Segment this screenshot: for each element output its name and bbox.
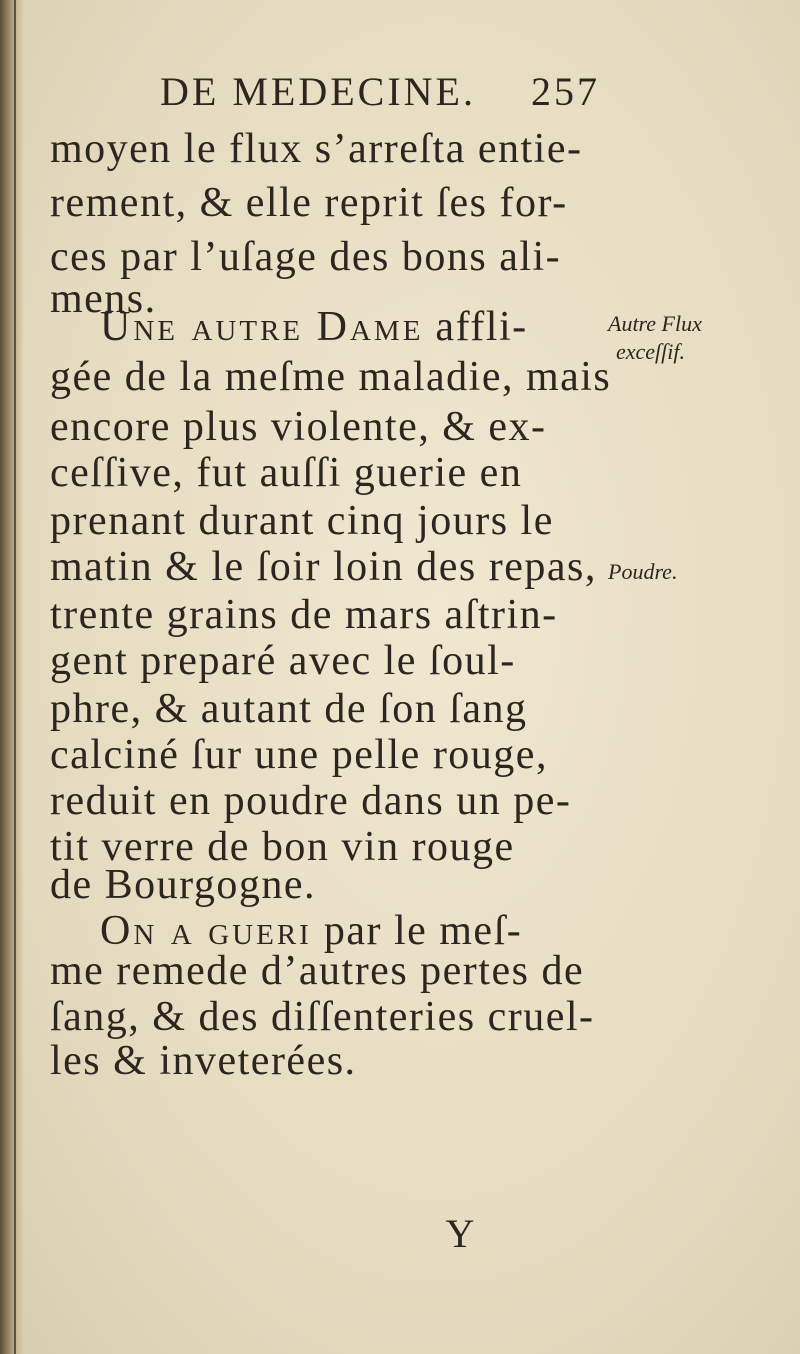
text-line	[100, 300, 610, 354]
paragraph-lead: On a gueri	[100, 908, 312, 954]
page-number: 257	[531, 69, 600, 114]
text-line: me remede d’autres pertes de	[50, 948, 585, 994]
text-line: de Bourgogne.	[50, 862, 317, 908]
text-line: gée de la meſme maladie, mais	[50, 354, 612, 400]
gutter-line	[14, 0, 16, 1354]
text-line: ces par l’uſage des bons ali-	[50, 234, 562, 280]
margin-note	[608, 310, 793, 366]
text-fragment: par le meſ-	[323, 908, 523, 954]
text-line: tit verre de bon vin rouge	[50, 824, 515, 870]
text-line: trente grains de mars aſtrin-	[50, 592, 558, 638]
running-title: DE MEDECINE.	[160, 69, 476, 114]
paragraph-lead: Une autre Dame	[100, 304, 424, 350]
text-line: mens.	[50, 276, 157, 322]
text-line: ſang, & des diſſenteries cruel-	[50, 994, 595, 1040]
text-line: encore plus violente, & ex-	[50, 404, 547, 450]
text-fragment: affli-	[435, 304, 528, 350]
text-line: calciné ſur une pelle rouge,	[50, 732, 548, 778]
margin-note-line: exceſſif.	[616, 339, 686, 364]
text-line: phre, & autant de ſon ſang	[50, 686, 528, 732]
margin-note-line: Autre Flux	[608, 311, 702, 336]
text-line: matin & le ſoir loin des repas,	[50, 544, 597, 590]
margin-note-line: Poudre.	[608, 559, 678, 584]
text-line: reduit en poudre dans un pe-	[50, 778, 572, 824]
text-line: ceſſive, fut auſſi guerie en	[50, 450, 523, 496]
text-line: prenant durant cinq jours le	[50, 498, 554, 544]
text-line: gent preparé avec le ſoul-	[50, 638, 516, 684]
text-line: rement, & elle reprit ſes for-	[50, 180, 568, 226]
page-header	[160, 68, 600, 128]
text-line: moyen le flux s’arreſta entie-	[50, 126, 583, 172]
text-line: les & inveterées.	[50, 1038, 357, 1084]
page-binding	[0, 0, 24, 1354]
signature-mark: Y	[445, 1211, 475, 1256]
margin-note	[608, 558, 793, 586]
